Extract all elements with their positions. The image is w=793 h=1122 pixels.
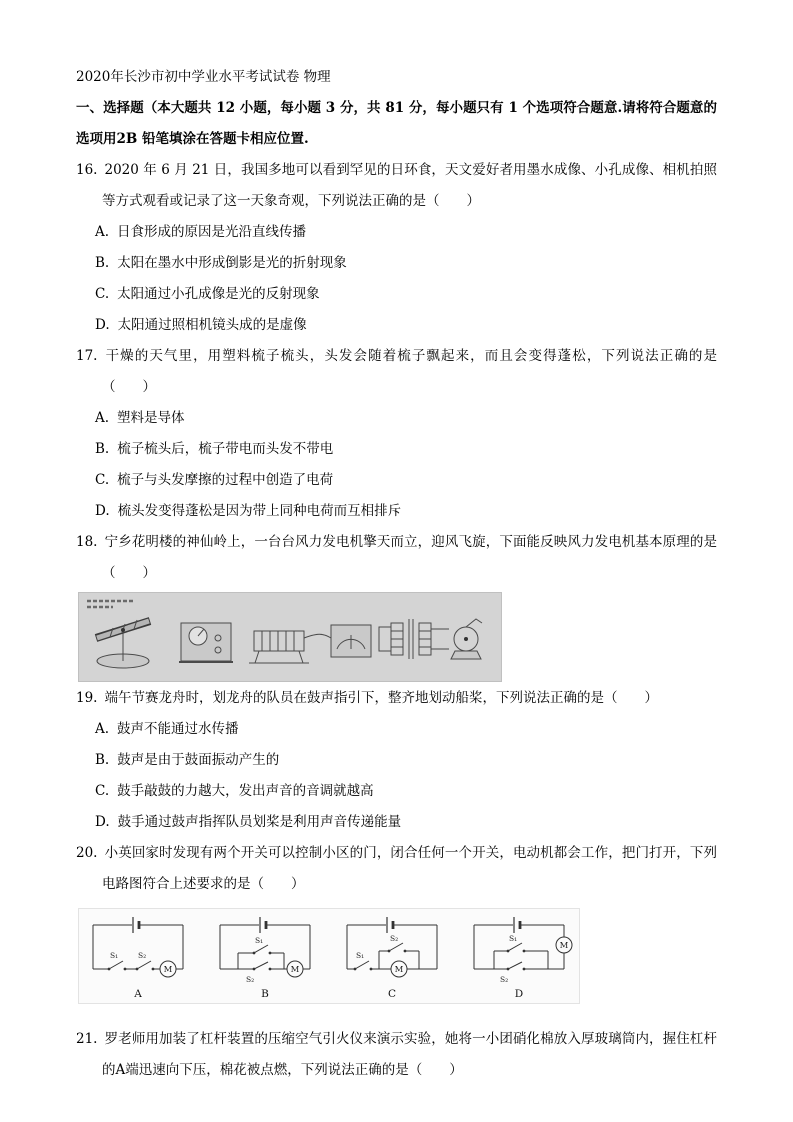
option-text: 太阳通过小孔成像是光的反射现象	[117, 286, 320, 302]
question-17-option-a	[76, 403, 717, 434]
circuit-option-a	[93, 917, 183, 1000]
option-text: 鼓声是由于鼓面振动产生的	[117, 752, 280, 768]
option-text: 太阳通过照相机镜头成的是虚像	[117, 317, 307, 333]
switch2-label: S₂	[138, 951, 147, 960]
circuit-option-b	[220, 917, 310, 1000]
transformer-generator-setup	[379, 619, 482, 659]
circuit-letter-d: D	[514, 988, 524, 1000]
motor-label: M	[559, 941, 569, 951]
option-label: C.	[95, 472, 110, 488]
question-16-option-b	[76, 248, 717, 279]
circuit-options-illustration	[79, 909, 579, 1003]
question-18-stem	[76, 527, 717, 589]
question-21-stem	[76, 1024, 717, 1086]
switch1-label: S₁	[509, 934, 518, 943]
circuit-letter-b: B	[261, 988, 269, 1000]
option-text: 鼓手敲鼓的力越大，发出声音的音调就越高	[117, 783, 374, 799]
question-16-text: 2020 年 6 月 21 日，我国多地可以看到罕见的日环食，天文爱好者用墨水成像、小孔成像、相机拍照等方式观看或记录了这一天象奇观，下列说法正确的是（ ）	[102, 162, 717, 209]
question-18-text: 宁乡花明楼的神仙岭上，一台台风力发电机擎天而立，迎风飞旋，下面能反映风力发电机基本原理的是（ ）	[102, 534, 717, 581]
switch2-label: S₂	[500, 975, 509, 984]
coil-galvanometer-setup	[249, 625, 371, 663]
option-text: 鼓手通过鼓声指挥队员划桨是利用声音传递能量	[117, 814, 402, 830]
option-label: A.	[95, 721, 110, 737]
question-17-text: 干燥的天气里，用塑料梳子梳头，头发会随着梳子飘起来，而且会变得蓬松，下列说法正确的是（ ）	[102, 348, 717, 395]
option-text: 梳子与头发摩擦的过程中创造了电荷	[117, 472, 334, 488]
question-16-number: 16.	[76, 162, 98, 178]
question-16-option-a	[76, 217, 717, 248]
option-label: C.	[95, 286, 110, 302]
question-17-option-c	[76, 465, 717, 496]
question-20-text: 小英回家时发现有两个开关可以控制小区的门，闭合任何一个开关，电动机都会工作，把门打开，下列电路图符合上述要求的是（ ）	[102, 845, 717, 892]
option-label: D.	[95, 317, 110, 333]
option-text: 太阳在墨水中形成倒影是光的折射现象	[117, 255, 347, 271]
question-19-stem	[76, 683, 717, 714]
question-16-option-d	[76, 310, 717, 341]
switch1-label: S₁	[255, 936, 264, 945]
meter-box-setup	[179, 623, 233, 662]
question-19-option-b	[76, 745, 717, 776]
option-label: D.	[95, 814, 110, 830]
option-label: D.	[95, 503, 110, 519]
question-19-option-c	[76, 776, 717, 807]
section-header: 一、选择题（本大题共 12 小题，每小题 3 分，共 81 分，每小题只有 1 个选项符合题意.请将符合题意的选项用2B 铅笔填涂在答题卡相应位置.	[76, 100, 717, 147]
generator-principle-illustration	[79, 593, 501, 681]
option-text: 塑料是导体	[117, 410, 185, 426]
question-20-stem	[76, 838, 717, 900]
question-17-option-d	[76, 496, 717, 527]
switch1-label: S₁	[356, 951, 365, 960]
question-19-text: 端午节赛龙舟时，划龙舟的队员在鼓声指引下，整齐地划动船桨，下列说法正确的是（ ）	[104, 690, 658, 706]
question-17-option-b	[76, 434, 717, 465]
circuit-letter-c: C	[387, 988, 397, 1000]
question-19-option-a	[76, 714, 717, 745]
question-21-number: 21.	[76, 1031, 98, 1047]
question-16-stem	[76, 155, 717, 217]
option-label: A.	[95, 224, 110, 240]
question-19-number: 19.	[76, 690, 98, 706]
option-label: B.	[95, 441, 110, 457]
circuit-option-c	[347, 917, 437, 1000]
question-17-number: 17.	[76, 348, 98, 364]
option-label: A.	[95, 410, 110, 426]
option-label: C.	[95, 783, 110, 799]
question-20-number: 20.	[76, 845, 98, 861]
option-text: 梳头发变得蓬松是因为带上同种电荷而互相排斥	[117, 503, 402, 519]
circuit-option-d	[474, 917, 572, 1000]
switch2-label: S₂	[246, 975, 255, 984]
circuit-letter-a: A	[134, 988, 142, 1000]
page-title: 2020年长沙市初中学业水平考试试卷 物理	[76, 69, 331, 85]
question-19-option-d	[76, 807, 717, 838]
option-text: 梳子梳头后，梳子带电而头发不带电	[117, 441, 334, 457]
question-17-stem	[76, 341, 717, 403]
switch1-label: S₁	[110, 951, 119, 960]
motor-label: M	[163, 965, 173, 975]
motor-label: M	[394, 965, 404, 975]
illegible-caption-marks	[87, 601, 133, 607]
motor-label: M	[290, 965, 300, 975]
question-18-number: 18.	[76, 534, 98, 550]
figure-question-18-generator-principle	[78, 592, 502, 682]
pivoted-magnet-setup	[96, 620, 150, 668]
option-label: B.	[95, 752, 110, 768]
switch2-label: S₂	[390, 934, 399, 943]
option-text: 鼓声不能通过水传播	[117, 721, 239, 737]
option-label: B.	[95, 255, 110, 271]
figure-question-20-circuits	[78, 908, 580, 1004]
question-16-option-c	[76, 279, 717, 310]
question-21-text: 罗老师用加装了杠杆装置的压缩空气引火仪来演示实验，她将一小团硝化棉放入厚玻璃筒内，握住杠杆的A端迅速向下压，棉花被点燃，下列说法正确的是（ ）	[102, 1031, 717, 1078]
option-text: 日食形成的原因是光沿直线传播	[117, 224, 307, 240]
